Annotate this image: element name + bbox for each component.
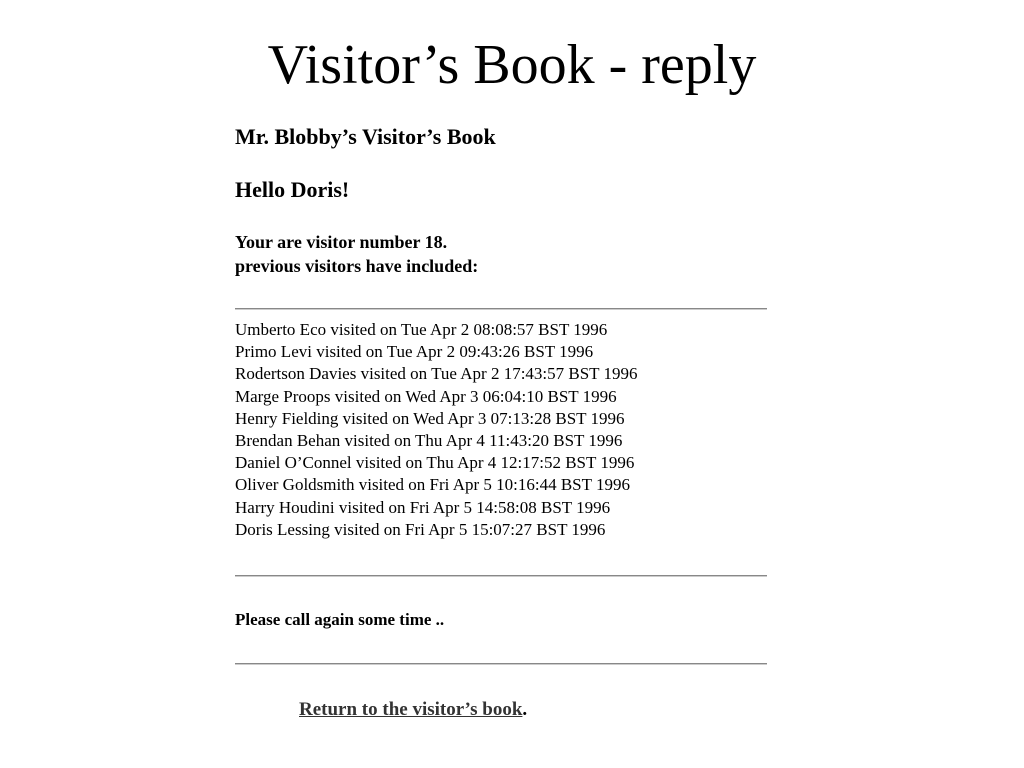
- visitor-list: [235, 319, 638, 541]
- farewell-text: Please call again some time ..: [235, 610, 445, 629]
- list-item: Primo Levi visited on Tue Apr 2 09:43:26 BST 1996: [235, 342, 594, 362]
- list-item: Daniel O’Connel visited on Thu Apr 4 12:17:52 BST 1996: [235, 453, 635, 473]
- list-item: Henry Fielding visited on Wed Apr 3 07:13:28 BST 1996: [235, 408, 625, 428]
- divider: [235, 575, 767, 577]
- visitor-info: [235, 230, 478, 278]
- previous-visitors-text: previous visitors have included:: [235, 256, 479, 276]
- return-line: [299, 698, 527, 722]
- slide-title: Visitor’s Book - reply: [267, 34, 757, 96]
- visitor-number-text: Your are visitor number 18.: [235, 232, 448, 252]
- return-to-visitors-book-link[interactable]: Return to the visitor’s book: [299, 699, 523, 720]
- list-item: Marge Proops visited on Wed Apr 3 06:04:10 BST 1996: [235, 386, 617, 406]
- list-item: Rodertson Davies visited on Tue Apr 2 17:43:57 BST 1996: [235, 364, 638, 384]
- list-item: Oliver Goldsmith visited on Fri Apr 5 10:16:44 BST 1996: [235, 475, 630, 495]
- list-item: Umberto Eco visited on Tue Apr 2 08:08:57 BST 1996: [235, 320, 608, 339]
- list-item: Harry Houdini visited on Fri Apr 5 14:58:08 BST 1996: [235, 497, 611, 517]
- list-item: Brendan Behan visited on Thu Apr 4 11:43:20 BST 1996: [235, 431, 623, 451]
- return-line-suffix: .: [522, 699, 528, 720]
- divider: [235, 663, 767, 665]
- page-heading: Mr. Blobby’s Visitor’s Book: [235, 124, 496, 149]
- divider: [235, 308, 767, 310]
- list-item: Doris Lessing visited on Fri Apr 5 15:07:27 BST 1996: [235, 519, 606, 539]
- greeting-heading: Hello Doris!: [235, 177, 350, 202]
